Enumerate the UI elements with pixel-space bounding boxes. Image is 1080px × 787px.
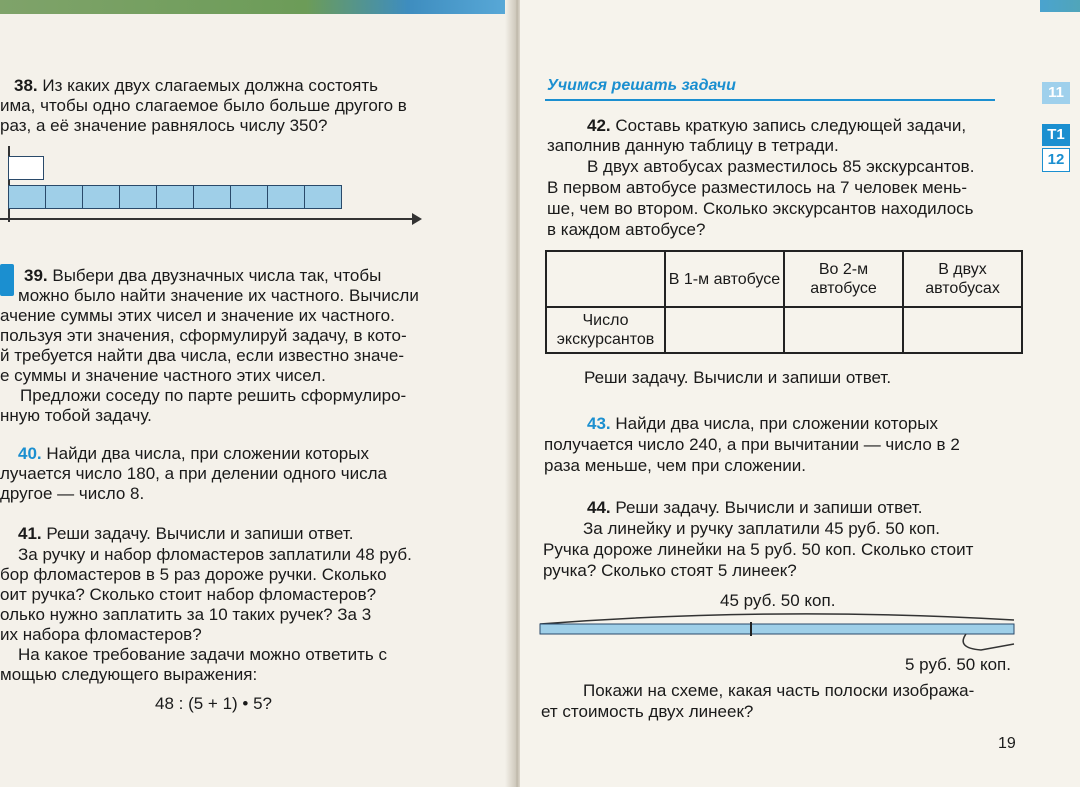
problem-41-line-8: мощью следующего выражения:: [0, 665, 258, 684]
scheme-axis: [0, 218, 420, 220]
problem-42-line-2: заполнив данную таблицу в тетради.: [547, 136, 839, 155]
problem-43-line-2: получается число 240, а при вычитании — число в 2: [544, 435, 960, 454]
scheme-top-brace: [540, 614, 1014, 624]
problem-38-number: 38.: [14, 76, 38, 95]
book-icon: [0, 264, 14, 296]
left-page: [0, 0, 515, 787]
problem-38-line-1: 38. Из каких двух слагаемых должна состоять: [14, 76, 378, 95]
problem-44-line-1: 44. Реши задачу. Вычисли и запиши ответ.: [587, 498, 923, 517]
problem-44-scheme: [536, 610, 1026, 660]
problem-42-after: Реши задачу. Вычисли и запиши ответ.: [584, 368, 892, 387]
problem-41-line-7: На какое требование задачи можно ответить с: [18, 645, 387, 664]
page-number: 19: [998, 735, 1016, 752]
scheme-total-label: 45 руб. 50 коп.: [720, 591, 836, 610]
problem-40-line-3: другое — число 8.: [0, 484, 145, 503]
problem-39-line-3: ачение суммы этих чисел и значение их частного.: [0, 306, 395, 325]
problem-39-line-5: й требуется найти два числа, если известно значе-: [0, 346, 405, 365]
scheme-diff-label: 5 руб. 50 коп.: [905, 655, 1011, 674]
problem-42-line-4: В первом автобусе разместилось на 7 человек мень-: [547, 178, 968, 197]
problem-44-question-1: Покажи на схеме, какая часть полоски изобража-: [583, 681, 975, 700]
problem-41-line-6: их набора фломастеров?: [0, 625, 202, 644]
scheme-long-bar: [8, 185, 341, 209]
problem-39-line-8: нную тобой задачу.: [0, 406, 152, 425]
problem-41-line-1: 41. Реши задачу. Вычисли и запиши ответ.: [18, 524, 354, 543]
problem-40-line-2: лучается число 180, а при делении одного числа: [0, 464, 388, 483]
table-cell-bus-2: [784, 307, 903, 353]
problem-42-table: [545, 250, 1023, 354]
table-header-both: В двух автобусах: [903, 251, 1022, 307]
top-color-band: [0, 0, 510, 14]
table-row-label: Число экскурсантов: [546, 307, 665, 353]
problem-41-line-5: олько нужно заплатить за 10 таких ручек? За 3: [0, 605, 372, 624]
table-cell-both: [903, 307, 1022, 353]
problem-42-line-1: 42. Составь краткую запись следующей задачи,: [587, 116, 967, 135]
problem-41-expression: 48 : (5 + 1) • 5?: [155, 694, 272, 713]
problem-42-number: 42.: [587, 116, 611, 135]
scheme-bottom-brace: [963, 634, 1014, 650]
problem-44-question-2: ет стоимость двух линеек?: [541, 702, 754, 721]
problem-38-line-2: има, чтобы одно слагаемое было больше другого в: [0, 96, 407, 115]
problem-39-number: 39.: [24, 266, 48, 285]
problem-39-line-7: Предложи соседу по парте решить сформулиро-: [20, 386, 407, 405]
problem-41-line-2: За ручку и набор фломастеров заплатили 48 руб.: [18, 545, 412, 564]
section-header-rule: [545, 99, 995, 101]
problem-39-line-2: можно было найти значение их частного. Вычисли: [18, 286, 419, 305]
problem-41-line-3: бор фломастеров в 5 раз дороже ручки. Сколько: [0, 565, 387, 584]
problem-41-line-4: оит ручка? Сколько стоит набор фломастеров?: [0, 585, 377, 604]
table-corner-cell: [546, 251, 665, 307]
scheme-strip: [540, 624, 1014, 634]
table-header-bus-1: В 1-м автобусе: [665, 251, 784, 307]
problem-44-number: 44.: [587, 498, 611, 517]
problem-40-number: 40.: [18, 444, 42, 463]
problem-42-line-3: В двух автобусах разместилось 85 экскурсантов.: [587, 157, 975, 176]
problem-38-line-3: раз, а её значение равнялось числу 350?: [0, 116, 328, 135]
problem-43-line-3: раза меньше, чем при сложении.: [544, 456, 807, 475]
problem-41-number: 41.: [18, 524, 42, 543]
tab-12[interactable]: 12: [1042, 148, 1070, 172]
arrow-head-icon: [412, 213, 422, 225]
problem-42-line-5: ше, чем во втором. Сколько экскурсантов находилось: [547, 199, 974, 218]
problem-42-line-6: в каждом автобусе?: [547, 220, 706, 239]
problem-39-line-1: 39. Выбери два двузначных числа так, чтобы: [24, 266, 382, 285]
problem-44-line-4: ручка? Сколько стоят 5 линеек?: [543, 561, 797, 580]
problem-44-line-2: За линейку и ручку заплатили 45 руб. 50 коп.: [583, 519, 941, 538]
tab-11[interactable]: 11: [1042, 82, 1070, 104]
table-cell-bus-1: [665, 307, 784, 353]
problem-40-line-1: 40. Найди два числа, при сложении которых: [18, 444, 369, 463]
problem-44-line-3: Ручка дороже линейки на 5 руб. 50 коп. Сколько стоит: [543, 540, 974, 559]
problem-39-line-6: е суммы и значение частного этих чисел.: [0, 366, 326, 385]
table-header-bus-2: Во 2-м автобусе: [784, 251, 903, 307]
scheme-small-segment: [8, 156, 44, 180]
top-color-band: [1040, 0, 1080, 12]
problem-43-line-1: 43. Найди два числа, при сложении которых: [587, 414, 938, 433]
problem-39-line-4: пользуя эти значения, сформулируй задачу, в кото-: [0, 326, 407, 345]
problem-43-number: 43.: [587, 414, 611, 433]
tab-t1[interactable]: Т1: [1042, 124, 1070, 146]
section-header: Учимся решать задачи: [547, 77, 736, 94]
